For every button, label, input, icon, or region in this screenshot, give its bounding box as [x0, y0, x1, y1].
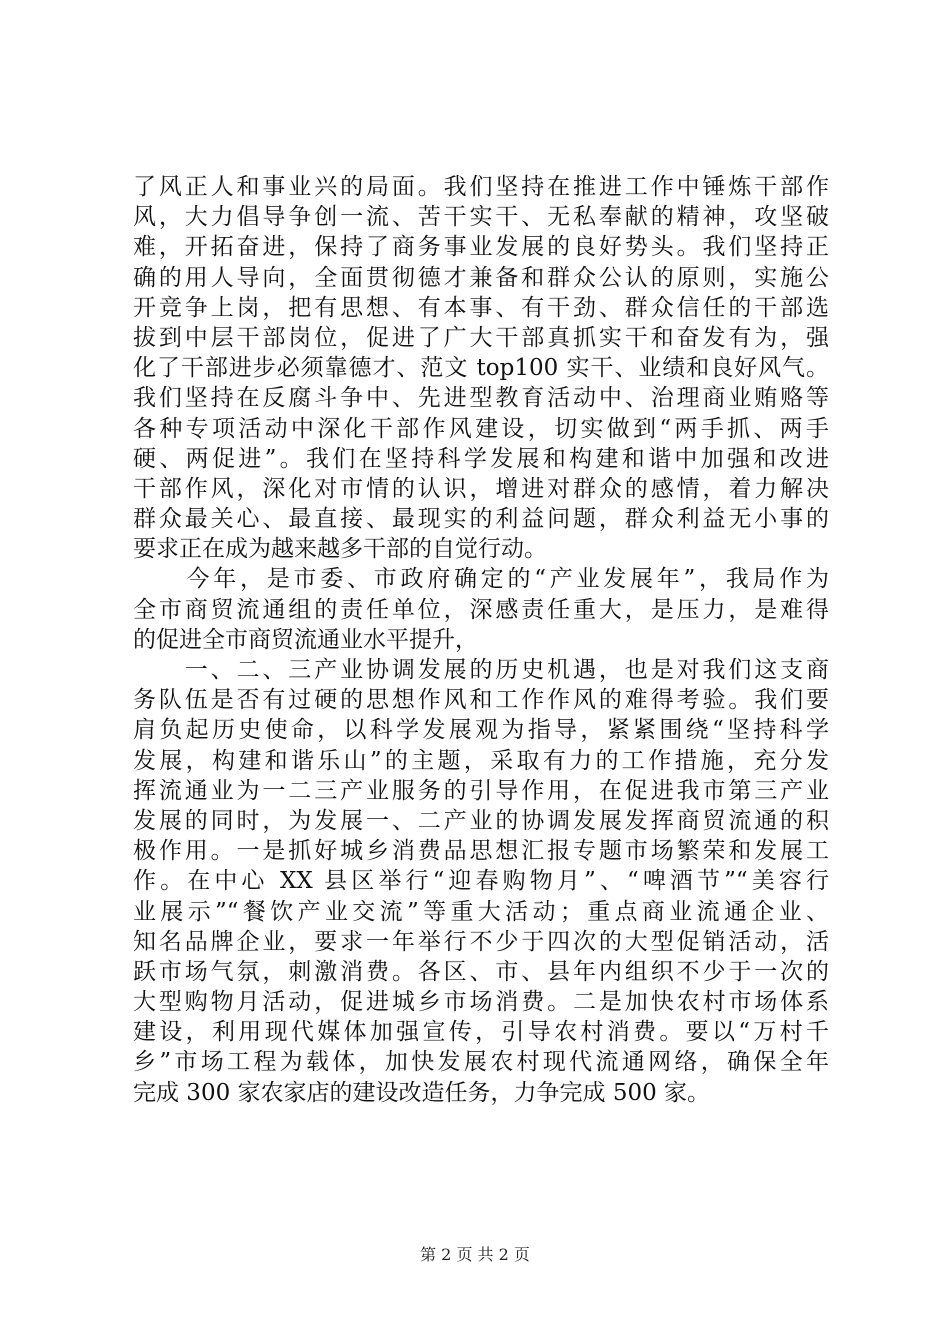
text-line: 的促进全市商贸流通业水平提升，	[133, 626, 478, 653]
text-line: 化了干部进步必须靠德才、范文 top100 实干、业绩和良好风气。	[133, 355, 829, 382]
text-line: 难，开拓奋进，保持了商务事业发展的良好势头。我们坚持正	[133, 234, 829, 261]
text-line: 业展示”“餐饮产业交流”等重大活动；重点商业流通企业、	[133, 898, 829, 925]
text-line: 建设，利用现代媒体加强宣传，引导农村消费。要以“万村千	[133, 1019, 829, 1046]
document-body	[133, 172, 829, 1108]
text-line: 一、二、三产业协调发展的历史机遇，也是对我们这支商	[133, 657, 829, 683]
text-line: 务队伍是否有过硬的思想作风和工作作风的难得考验。我们要	[133, 687, 829, 714]
text-line: 风，大力倡导争创一流、苦干实干、无私奉献的精神，攻坚破	[133, 204, 829, 231]
text-line: 极作用。一是抓好城乡消费品思想汇报专题市场繁荣和发展工	[133, 838, 829, 865]
page-footer	[0, 1245, 950, 1265]
text-line: 知名品牌企业，要求一年举行不少于四次的大型促销活动，活	[133, 928, 829, 955]
text-line: 发展，构建和谐乐山”的主题，采取有力的工作措施，充分发	[133, 747, 829, 774]
text-line: 拔到中层干部岗位，促进了广大干部真抓实干和奋发有为，强	[133, 324, 829, 351]
text-line: 硬、两促进”。我们在坚持科学发展和构建和谐中加强和改进	[133, 445, 829, 472]
text-line: 要求正在成为越来越多干部的自觉行动。	[133, 536, 547, 563]
page-number-label: 第 2 页 共 2 页	[420, 1245, 530, 1264]
text-line: 开竞争上岗，把有思想、有本事、有干劲、群众信任的干部选	[133, 294, 829, 321]
text-line: 肩负起历史使命，以科学发展观为指导，紧紧围绕“坚持科学	[133, 717, 829, 744]
text-line: 挥流通业为一二三产业服务的引导作用，在促进我市第三产业	[133, 777, 829, 804]
text-line: 大型购物月活动，促进城乡市场消费。二是加快农村市场体系	[133, 989, 829, 1016]
text-line: 干部作风，深化对市情的认识，增进对群众的感情，着力解决	[133, 475, 829, 502]
text-line: 我们坚持在反腐斗争中、先进型教育活动中、治理商业贿赂等	[133, 385, 829, 412]
text-line: 各种专项活动中深化干部作风建设，切实做到“两手抓、两手	[133, 415, 829, 442]
text-line: 完成 300 家农家店的建设改造任务，力争完成 500 家。	[133, 1079, 711, 1106]
text-line: 作。在中心 XX 县区举行“迎春购物月”、“啤酒节”“美容行	[133, 868, 829, 895]
text-line: 确的用人导向，全面贯彻德才兼备和群众公认的原则，实施公	[133, 264, 829, 291]
text-line: 今年，是市委、市政府确定的“产业发展年”，我局作为	[133, 566, 829, 593]
text-line: 乡”市场工程为载体，加快发展农村现代流通网络，确保全年	[133, 1049, 829, 1076]
text-line: 跃市场气氛，刺激消费。各区、市、县年内组织不少于一次的	[133, 958, 829, 985]
text-line: 全市商贸流通组的责任单位，深感责任重大，是压力，是难得	[133, 596, 829, 623]
text-line: 发展的同时，为发展一、二产业的协调发展发挥商贸流通的积	[133, 807, 829, 834]
text-line: 了风正人和事业兴的局面。我们坚持在推进工作中锤炼干部作	[133, 174, 829, 200]
text-line: 群众最关心、最直接、最现实的利益问题，群众利益无小事的	[133, 506, 829, 533]
